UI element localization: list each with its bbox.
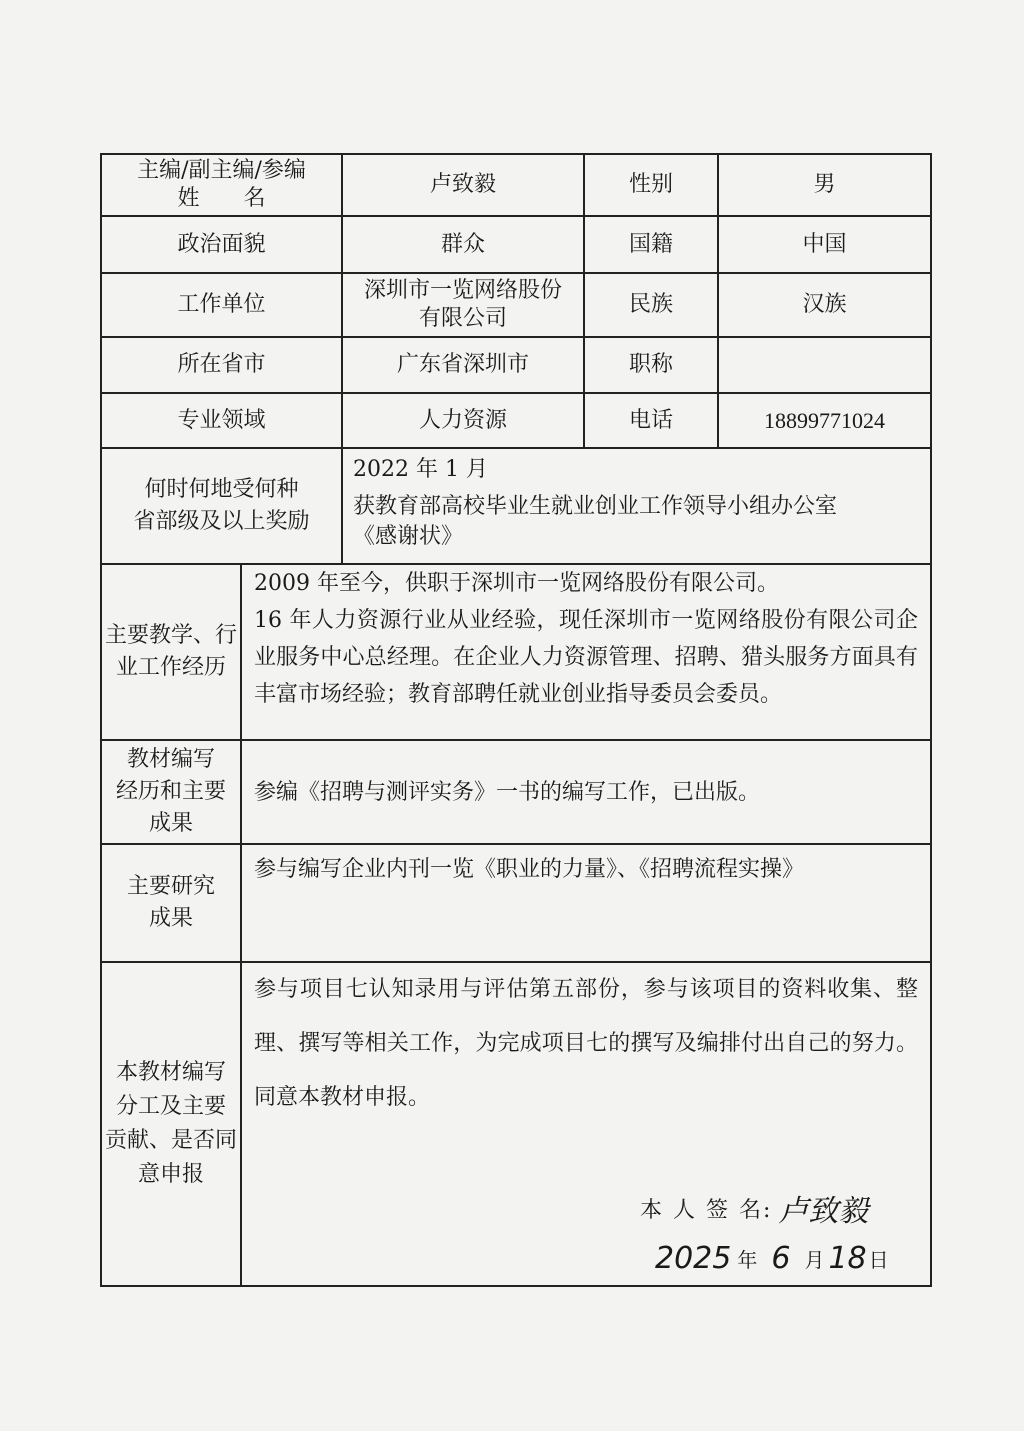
contribution-label-line-2: 分工及主要 (115, 1094, 226, 1119)
name-label (102, 155, 341, 215)
table-border-right (930, 153, 932, 1287)
award-content (343, 452, 928, 552)
ethnicity-value: 汉族 (802, 292, 847, 317)
title-label: 职称 (628, 352, 673, 377)
experience-para-1: 2009 年至今，供职于深圳市一览网络股份有限公司。 (254, 571, 779, 596)
award-line-1: 获教育部高校毕业生就业创业工作领导小组办公室 (353, 494, 838, 519)
experience-para-2: 16 年人力资源行业从业经验，现任深圳市一览网络股份有限公司企业服务中心总经理。在企业人力资源管理、招聘、猎头服务方面具有丰富市场经验；教育部聘任就业创业指导委员会委员。 (254, 608, 918, 707)
textbook-label-line-3: 成果 (148, 811, 193, 836)
gender-value: 男 (813, 172, 836, 197)
nationality-label: 国籍 (628, 231, 673, 257)
nationality-value: 中国 (802, 231, 847, 257)
research-label-line-1: 主要研究 (126, 874, 215, 899)
employer-line-1: 深圳市一览网络股份 (363, 278, 562, 303)
employer-value (343, 274, 583, 336)
signature-date (655, 1238, 925, 1278)
phone-value: 18899771024 (764, 407, 885, 433)
table-border-bottom (100, 1285, 932, 1287)
research-content: 参与编写企业内刊一览《职业的力量》、《招聘流程实操》 (254, 857, 805, 882)
handwritten-signature: 卢致毅 (778, 1194, 869, 1229)
date-day-unit: 日 (868, 1247, 889, 1272)
province-label: 所在省市 (177, 352, 266, 377)
name-label-line-2: 姓 名 (177, 186, 266, 211)
award-label (102, 449, 341, 563)
date-year-unit: 年 (737, 1247, 758, 1272)
name-label-line-1: 主编/副主编/参编 (137, 158, 306, 183)
textbook-label (102, 741, 240, 843)
contribution-label-line-3: 贡献、是否同 (104, 1128, 237, 1153)
date-year: 2025 (655, 1240, 732, 1276)
contribution-label-line-4: 意申报 (137, 1162, 204, 1187)
award-line-2: 《感谢状》 (353, 524, 464, 549)
award-date: 2022 年 1 月 (353, 457, 488, 482)
employer-line-2: 有限公司 (418, 306, 507, 331)
date-day: 18 (828, 1240, 867, 1276)
politics-label: 政治面貌 (177, 231, 266, 257)
experience-label (102, 565, 240, 739)
contribution-label-line-1: 本教材编写 (115, 1060, 226, 1085)
experience-label-line-2: 业工作经历 (115, 655, 226, 680)
field-label: 专业领域 (177, 407, 266, 433)
date-month-unit: 月 (804, 1247, 825, 1272)
ethnicity-label: 民族 (628, 292, 673, 317)
textbook-content: 参编《招聘与测评实务》一书的编写工作，已出版。 (254, 780, 761, 805)
research-label-line-2: 成果 (148, 906, 193, 931)
experience-label-line-1: 主要教学、行 (104, 623, 237, 648)
title-value (719, 338, 930, 392)
research-label (102, 845, 240, 961)
signature-label: 本 人 签 名: (640, 1197, 773, 1223)
phone-label: 电话 (628, 407, 673, 433)
signature-block (640, 1188, 925, 1228)
experience-content (242, 565, 930, 713)
province-value: 广东省深圳市 (396, 352, 529, 377)
contribution-content: 参与项目七认知录用与评估第五部份，参与该项目的资料收集、整理、撰写等相关工作，为完成项目七的撰写及编排付出自己的努力。同意本教材申报。 (254, 977, 918, 1110)
award-label-line-2: 省部级及以上奖励 (133, 509, 310, 534)
textbook-label-line-1: 教材编写 (126, 747, 215, 772)
date-month: 6 (771, 1240, 791, 1276)
gender-label: 性别 (628, 172, 673, 197)
award-label-line-1: 何时何地受何种 (144, 477, 299, 502)
field-value: 人力资源 (418, 407, 507, 433)
textbook-label-line-2: 经历和主要 (115, 779, 226, 804)
employer-label: 工作单位 (177, 292, 266, 317)
contribution-label (102, 963, 240, 1285)
name-value: 卢致毅 (429, 172, 496, 197)
politics-value: 群众 (440, 231, 485, 257)
